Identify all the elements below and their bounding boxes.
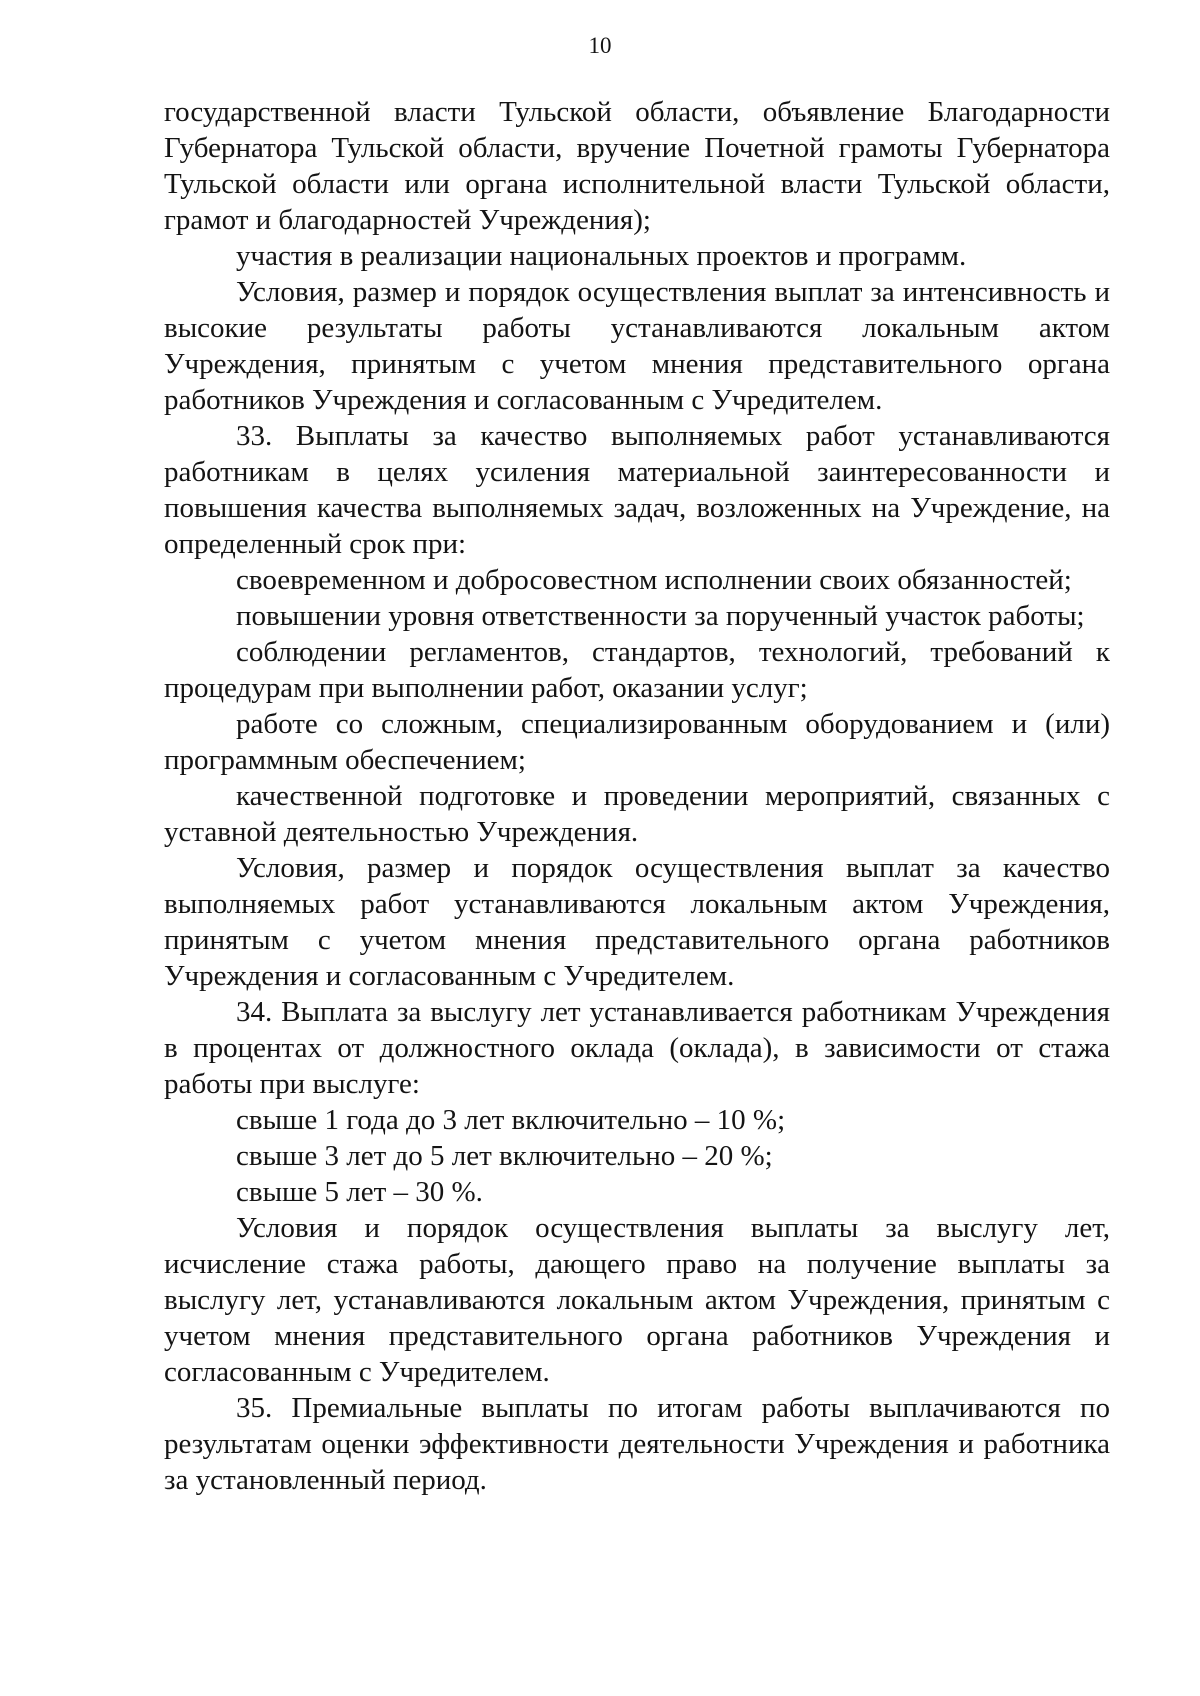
clause-33: 33. Выплаты за качество выполняемых работ устанавливаются работникам в целях усиления материальной заинтересованности и повышения качества выполняемых задач, возложенных на Учреждение, на определенный срок при: (164, 420, 1110, 560)
list-item: работе со сложным, специализированным оборудованием и (или) программным обеспечением; (164, 708, 1110, 776)
page-number: 10 (588, 33, 612, 58)
clause-35: 35. Премиальные выплаты по итогам работы выплачиваются по результатам оценки эффективности деятельности Учреждения и работника за установленный период. (164, 1392, 1110, 1496)
list-item: участия в реализации национальных проектов и программ. (236, 240, 967, 272)
list-item: свыше 1 года до 3 лет включительно – 10 %; (236, 1104, 786, 1136)
list-item: свыше 3 лет до 5 лет включительно – 20 %; (236, 1140, 773, 1172)
paragraph-continuation: государственной власти Тульской области, объявление Благодарности Губернатора Тульской области, вручение Почетной грамоты Губернатора Тульской области или органа исполнительной власти Тульской области, грамот и благодарностей Учреждения); (164, 96, 1110, 236)
paragraph: Условия, размер и порядок осуществления выплат за качество выполняемых работ устанавливаются локальным актом Учреждения, принятым с учетом мнения представительного органа работников Учреждения и согласованным с Учредителем. (164, 852, 1110, 992)
list-item: качественной подготовке и проведении мероприятий, связанных с уставной деятельностью Учреждения. (164, 780, 1110, 848)
list-item: своевременном и добросовестном исполнении своих обязанностей; (236, 564, 1072, 596)
document-text (164, 94, 1110, 1498)
list-item: повышении уровня ответственности за порученный участок работы; (236, 600, 1085, 632)
list-item: свыше 5 лет – 30 %. (236, 1176, 483, 1208)
clause-34: 34. Выплата за выслугу лет устанавливается работникам Учреждения в процентах от должностного оклада (оклада), в зависимости от стажа работы при выслуге: (164, 996, 1110, 1100)
paragraph: Условия и порядок осуществления выплаты за выслугу лет, исчисление стажа работы, дающего право на получение выплаты за выслугу лет, устанавливаются локальным актом Учреждения, принятым с учетом мнения представительного органа работников Учреждения и согласованным с Учредителем. (164, 1212, 1110, 1388)
list-item: соблюдении регламентов, стандартов, технологий, требований к процедурам при выполнении работ, оказании услуг; (164, 636, 1110, 704)
paragraph: Условия, размер и порядок осуществления выплат за интенсивность и высокие результаты работы устанавливаются локальным актом Учреждения, принятым с учетом мнения представительного органа работников Учреждения и согласованным с Учредителем. (164, 276, 1110, 416)
